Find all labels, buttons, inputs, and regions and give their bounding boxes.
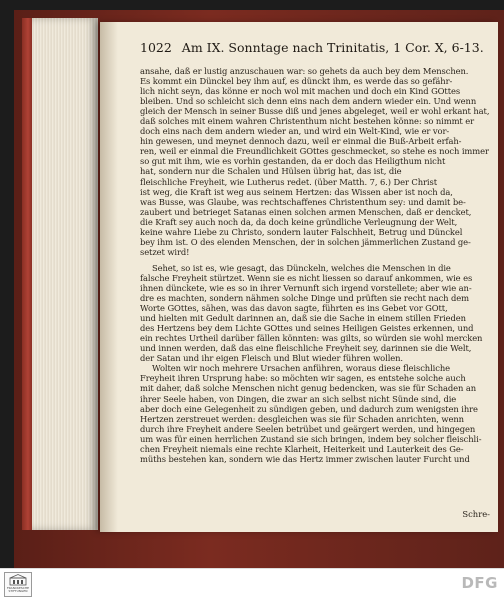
text-line: ein rechtes Urtheil darüber fällen könnten: was gilts, so würden sie wohl mercken <box>140 333 483 344</box>
text-line: um was für einen herrlichen Zustand sie sich bringen, indem bey solcher fleischli- <box>140 433 482 444</box>
running-title: Am IX. Sonntage nach Trinitatis, 1 Cor. X, 6-13. <box>181 40 484 55</box>
logo-caption: FRANCKESCHE STIFTUNGEN <box>6 586 30 593</box>
text-line: Sehet, so ist es, wie gesagt, das Dünckeln, welches die Menschen in die <box>152 262 451 273</box>
text-line: was Busse, was Glaube, was rechtschaffenes Christenthum sey: und damit be- <box>140 196 466 207</box>
text-line: hat, sondern nur die Schalen und Hülsen übrig hat, das ist, die <box>140 166 402 177</box>
catchword: Schre- <box>462 509 490 519</box>
text-line: falsche Freyheit stürtzet. Wenn sie es nicht liessen so darauf ankommen, wie es <box>140 272 473 283</box>
text-line: mit daher, daß solche Menschen nicht genug bedencken, was sie für Schaden an <box>140 383 477 394</box>
footer-bar <box>0 568 504 598</box>
institution-logo[interactable] <box>4 572 32 597</box>
text-line: Hertzen zerstreuet werden: desgleichen was sie für Schaden anrichten, wenn <box>140 413 464 424</box>
text-line: bey ihm ist. O des elenden Menschen, der in solchen jämmerlichen Zustand ge- <box>140 236 471 247</box>
text-line: ansahe, daß er lustig anzuschauen war: so gehets da auch bey dem Menschen. <box>140 66 469 76</box>
text-line: zaubert und betrieget Satanas einen solchen armen Menschen, daß er dencket, <box>140 206 472 217</box>
page-gutter-shadow <box>100 22 118 532</box>
text-line: daß solches mit einem wahren Christenthum nicht bestehen könne: so nimmt er <box>140 116 475 127</box>
text-line: aber doch eine Gelegenheit zu sündigen geben, und dadurch zum wenigsten ihre <box>140 403 478 414</box>
text-line: setzet wird! <box>140 246 190 257</box>
text-line: Freyheit ihren Ursprung habe: so möchten wir sagen, es entstehe solche auch <box>140 373 466 384</box>
dfg-logo[interactable]: DFG <box>461 574 498 592</box>
text-line: lich nicht seyn, das könne er noch wol mit machen und doch ein Kind GOttes <box>140 86 461 97</box>
text-line: ihrer Seele haben, von Dingen, die zwar an sich selbst nicht Sünde sind, die <box>140 393 457 404</box>
text-line: und hielten mit Gedult darinnen an, daß sie die Sache in einem stillen Frieden <box>140 313 466 324</box>
text-line: ren, weil er einmal die Freundlichkeit GOttes geschmecket, so stehe es noch immer <box>140 146 489 157</box>
text-line: chen Freyheit niemals eine rechte Klarheit, Heiterkeit und Lauterkeit des Ge- <box>140 443 464 454</box>
text-line: ist weg, die Kraft ist weg aus seinem Hertzen: das Wissen aber ist noch da, <box>140 186 453 197</box>
text-line: der Satan und ihr eigen Fleisch und Blut wieder führen wollen. <box>140 353 403 364</box>
text-line: Es kommt ein Dünckel bey ihm auf, es dünckt ihm, es werde das so gefähr- <box>140 76 453 87</box>
body-text <box>140 66 492 464</box>
book-page <box>100 22 498 532</box>
text-line: durch ihre Freyheit andere Seelen betrübet und geärgert werden, und hingegen <box>140 423 476 434</box>
text-line: Worte GOttes, sähen, was das davon sagte, führten es ins Gebet vor GOtt, <box>140 303 448 314</box>
text-line: und innen werden, daß das eine fleischliche Freyheit sey, darinnen sie die Welt, <box>140 343 472 354</box>
text-line: dre es machten, sondern nähmen solche Dinge und prüften sie recht nach dem <box>140 293 469 304</box>
text-line: fleischliche Freyheit, wie Lutherus redet. (über Matth. 7, 6.) Der Christ <box>140 176 437 187</box>
page-header <box>140 40 490 62</box>
text-line: hin gewesen, und meynet dennoch dazu, weil er einmal die Buß-Arbeit erfah- <box>140 136 462 147</box>
text-line: die Kraft sey auch noch da, da doch keine gründliche Verleugnung der Welt, <box>140 216 458 227</box>
text-line: bleiben. Und so schleicht sich denn eins nach dem andern wieder ein. Und wenn <box>140 96 477 107</box>
red-page-edge <box>22 18 32 530</box>
text-line: doch eins nach dem andern wieder an, und wird ein Welt-Kind, wie er vor- <box>140 126 450 137</box>
text-line: des Hertzens bey dem Lichte GOttes und seines Heiligen Geistes erkennen, und <box>140 323 474 334</box>
text-line: gleich der Mensch in seiner Busse diß und jenes abgeleget, weil er wohl erkant hat, <box>140 106 490 117</box>
text-line: Wolten wir noch mehrere Ursachen anführen, woraus diese fleischliche <box>152 363 450 374</box>
building-icon <box>9 574 27 586</box>
text-line: müths bestehen kan, sondern wie das Hertz immer zwischen lauter Furcht und <box>140 453 470 464</box>
text-line: ihnen dünckete, wie es so in ihrer Vernunft sich irgend vorstellete; aber wie an- <box>140 282 472 293</box>
page-number: 1022 <box>140 40 172 55</box>
text-line: keine wahre Liebe zu Christo, sondern lauter Falschheit, Betrug und Dünckel <box>140 226 463 237</box>
page-edges <box>22 18 98 530</box>
text-line: so gut mit ihm, wie es vorhin gestanden, da er doch das Heiligthum nicht <box>140 156 446 167</box>
